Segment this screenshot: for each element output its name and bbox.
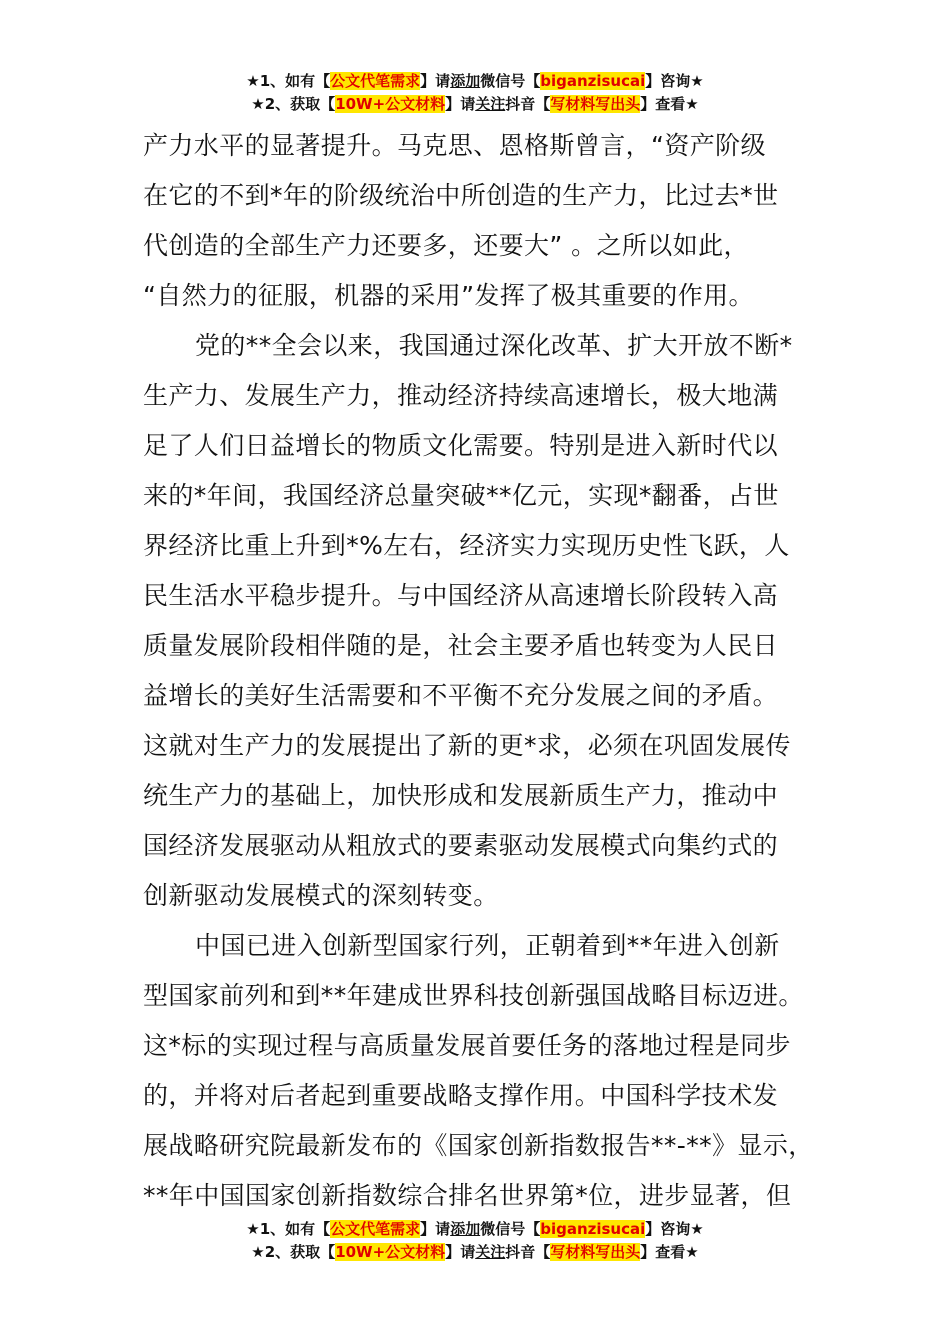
banner-wechat-id: biganzisucai <box>540 1220 646 1238</box>
banner-highlight: 10W+公文材料 <box>335 95 446 113</box>
text-line: 质量发展阶段相伴随的是，社会主要矛盾也转变为人民日 <box>143 631 779 660</box>
header-banner <box>0 70 950 116</box>
banner-text: 微信号【 <box>480 72 541 90</box>
text-line: 创新驱动发展模式的深刻转变。 <box>143 881 499 910</box>
text-line: **年中国国家创新指数综合排名世界第*位，进步显著，但 <box>143 1181 792 1210</box>
banner-line-1 <box>0 70 950 93</box>
text-line: 来的*年间，我国经济总量突破**亿元，实现*翻番，占世 <box>143 481 779 510</box>
banner-text: ★1、如有【 <box>246 72 331 90</box>
banner-text: 】查看★ <box>640 95 699 113</box>
banner-text: 抖音【 <box>505 1243 551 1261</box>
banner-emphasis: 关注 <box>475 1243 506 1261</box>
banner-text: ★2、获取【 <box>251 95 336 113</box>
paragraph-start-line: 党的**全会以来，我国通过深化改革、扩大开放不断* <box>195 331 793 360</box>
banner-emphasis: 添加 <box>450 1220 481 1238</box>
banner-text: 】咨询★ <box>645 1220 704 1238</box>
banner-text: 微信号【 <box>480 1220 541 1238</box>
text-line: 展战略研究院最新发布的《国家创新指数报告**-**》显示， <box>143 1131 814 1160</box>
text-line: 足了人们日益增长的物质文化需要。特别是进入新时代以 <box>143 431 779 460</box>
text-line: 国经济发展驱动从粗放式的要素驱动发展模式向集约式的 <box>143 831 779 860</box>
banner-text: ★2、获取【 <box>251 1243 336 1261</box>
text-line: 界经济比重上升到*%左右，经济实力实现历史性飞跃，人 <box>143 531 790 560</box>
footer-banner <box>0 1218 950 1264</box>
banner-text: ★1、如有【 <box>246 1220 331 1238</box>
text-line: 代创造的全部生产力还要多，还要大” 。之所以如此， <box>143 231 749 260</box>
banner-text: 】请 <box>420 72 451 90</box>
text-line: 民生活水平稳步提升。与中国经济从高速增长阶段转入高 <box>143 581 779 610</box>
banner-text: 】请 <box>420 1220 451 1238</box>
banner-line-1 <box>0 1218 950 1241</box>
banner-text: 】请 <box>445 1243 476 1261</box>
paragraph-start-line: 中国已进入创新型国家行列，正朝着到**年进入创新 <box>195 931 780 960</box>
text-line: 生产力、发展生产力，推动经济持续高速增长，极大地满 <box>143 381 779 410</box>
text-line: 这就对生产力的发展提出了新的更*求，必须在巩固发展传 <box>143 731 791 760</box>
banner-line-2 <box>0 93 950 116</box>
text-line: 这*标的实现过程与高质量发展首要任务的落地过程是同步 <box>143 1031 791 1060</box>
banner-douyin-id: 写材料写出头 <box>550 95 641 113</box>
banner-text: 】咨询★ <box>645 72 704 90</box>
text-line: 益增长的美好生活需要和不平衡不充分发展之间的矛盾。 <box>143 681 779 710</box>
banner-douyin-id: 写材料写出头 <box>550 1243 641 1261</box>
document-body <box>143 121 815 1221</box>
banner-emphasis: 关注 <box>475 95 506 113</box>
banner-highlight: 公文代笔需求 <box>330 1220 421 1238</box>
text-line: 产力水平的显著提升。马克思、恩格斯曾言，“资产阶级 <box>143 131 766 160</box>
banner-line-2 <box>0 1241 950 1264</box>
banner-highlight: 10W+公文材料 <box>335 1243 446 1261</box>
text-line: 统生产力的基础上，加快形成和发展新质生产力，推动中 <box>143 781 779 810</box>
text-line: “自然力的征服，机器的采用”发挥了极其重要的作用。 <box>143 281 754 310</box>
text-line: 在它的不到*年的阶级统治中所创造的生产力，比过去*世 <box>143 181 779 210</box>
text-line: 型国家前列和到**年建成世界科技创新强国战略目标迈进。 <box>143 981 804 1010</box>
banner-text: 抖音【 <box>505 95 551 113</box>
banner-emphasis: 添加 <box>450 72 481 90</box>
text-line: 的，并将对后者起到重要战略支撑作用。中国科学技术发 <box>143 1081 779 1110</box>
banner-highlight: 公文代笔需求 <box>330 72 421 90</box>
banner-wechat-id: biganzisucai <box>540 72 646 90</box>
banner-text: 】查看★ <box>640 1243 699 1261</box>
banner-text: 】请 <box>445 95 476 113</box>
